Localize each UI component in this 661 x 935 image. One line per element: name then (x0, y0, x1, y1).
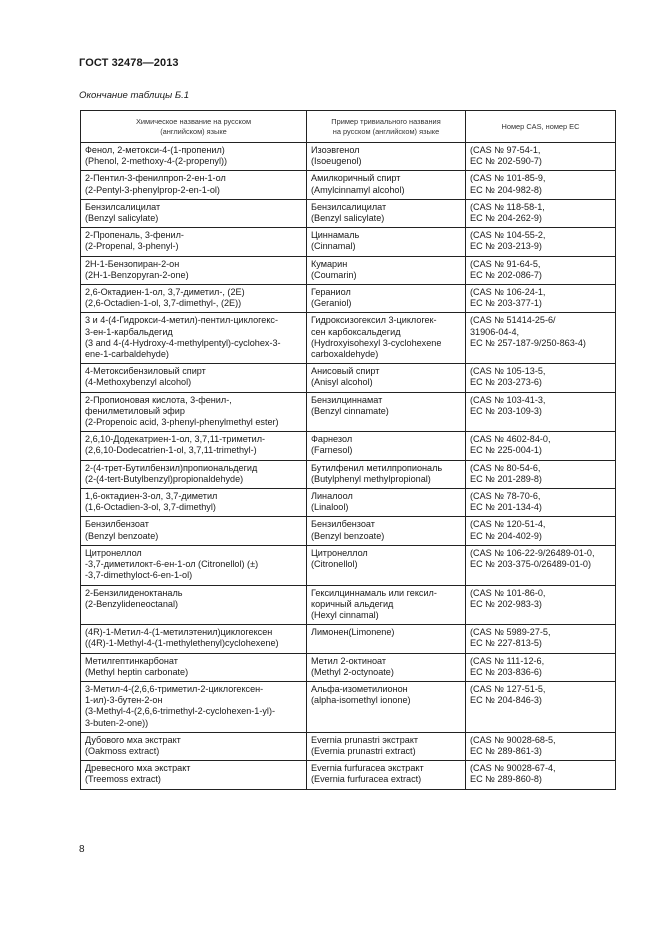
header-line: Пример тривиального названия (331, 117, 441, 127)
trivial-name-cell (307, 432, 466, 460)
header-line: Химическое название на русском (135, 117, 252, 127)
trivial-name-cell (307, 171, 466, 199)
header-line: Номер CAS, номер ЕС (501, 121, 580, 131)
trivial-name-cell-line: Лимонен(Limonene) (311, 627, 395, 638)
cas-number-cell-line: ЕС № 203-109-3) (470, 405, 542, 416)
chemical-name-cell (81, 517, 307, 545)
trivial-name-cell (307, 199, 466, 227)
chemical-name-cell (81, 228, 307, 256)
trivial-name-cell-line: (alpha-isomethyl ionone) (311, 695, 411, 706)
cas-number-cell (466, 199, 616, 227)
chemical-name-cell-line: (2-Propenal, 3-phenyl-) (85, 241, 179, 252)
chemical-name-cell-line: 2-Бензилиденоктаналь (85, 587, 183, 598)
chemical-name-cell (81, 392, 307, 432)
trivial-name-cell-line: (Benzyl salicylate) (311, 213, 385, 224)
chemical-name-cell-line: 2,6,10-Додекатриен-1-ол, 3,7,11-триметил- (85, 434, 266, 445)
substances-table (80, 110, 616, 790)
cas-number-cell-line: ЕС № 204-982-8) (470, 184, 542, 195)
table-row (81, 761, 616, 789)
cas-number-cell-line: (CAS № 51414-25-6/ (470, 315, 556, 326)
trivial-name-cell-line: (Benzyl benzoate) (311, 530, 385, 541)
trivial-name-cell-line: (Methyl 2-octynoate) (311, 666, 394, 677)
trivial-name-cell-line: (Coumarin) (311, 269, 357, 280)
chemical-name-cell-line: Фенол, 2-метокси-4-(1-пропенил) (85, 145, 225, 155)
cas-number-cell-line: (CAS № 4602-84-0, (470, 434, 551, 445)
chemical-name-cell-line: 2-Пропионовая кислота, 3-фенил-, (85, 394, 232, 405)
cas-number-cell-line: (CAS № 104-55-2, (470, 230, 546, 241)
header-trivial-name (307, 111, 466, 143)
cas-number-cell-line: (CAS № 118-58-1, (470, 201, 545, 212)
document-title: ГОСТ 32478—2013 (79, 57, 179, 69)
table-row (81, 545, 616, 585)
trivial-name-cell (307, 761, 466, 789)
chemical-name-cell-line: (3-Methyl-4-(2,6,6-trimethyl-2-cyclohexen-1-yl)- (85, 706, 276, 717)
chemical-name-cell-line: -3,7-диметилокт-6-ен-1-ол (Citronellol) (±) (85, 559, 259, 570)
table-row (81, 653, 616, 681)
chemical-name-cell-line: (2,6,10-Dodecatrien-1-ol, 3,7,11-trimethyl-) (85, 445, 257, 456)
chemical-name-cell (81, 681, 307, 732)
chemical-name-cell-line: 2-Пропеналь, 3-фенил- (85, 230, 184, 241)
table-row (81, 432, 616, 460)
table-row (81, 517, 616, 545)
trivial-name-cell-line: Анисовый спирт (311, 366, 380, 377)
cas-number-cell-line: ЕС № 289-861-3) (470, 745, 542, 756)
cas-number-cell-line: (CAS № 5989-27-5, (470, 627, 551, 638)
cas-number-cell-line: ЕС № 203-377-1) (470, 298, 542, 309)
trivial-name-cell (307, 732, 466, 760)
cas-number-cell-line: (CAS № 103-41-3, (470, 394, 546, 405)
chemical-name-cell-line: (2-Propenoic acid, 3-phenyl-phenylmethyl ester) (85, 417, 279, 428)
chemical-name-cell (81, 585, 307, 625)
table-row (81, 625, 616, 653)
cas-number-cell-line: (CAS № 91-64-5, (470, 258, 541, 269)
trivial-name-cell (307, 517, 466, 545)
trivial-name-cell-line: (Linalool) (311, 502, 349, 513)
table-row (81, 256, 616, 284)
chemical-name-cell-line: фенилметиловый эфир (85, 405, 185, 416)
cas-number-cell-line: ЕС № 225-004-1) (470, 445, 542, 456)
trivial-name-cell-line: Альфа-изометилионон (311, 683, 408, 694)
trivial-name-cell-line: Цитронеллол (311, 547, 368, 558)
table-row (81, 392, 616, 432)
cas-number-cell-line: (CAS № 90028-67-4, (470, 763, 556, 774)
chemical-name-cell-line: (Treemoss extract) (85, 774, 161, 785)
table-row (81, 732, 616, 760)
cas-number-cell-line: ЕС № 204-262-9) (470, 213, 542, 224)
cas-number-cell-line: ЕС № 227-813-5) (470, 638, 542, 649)
chemical-name-cell (81, 256, 307, 284)
trivial-name-cell-line: Кумарин (311, 258, 348, 269)
cas-number-cell-line: (CAS № 78-70-6, (470, 491, 541, 502)
cas-number-cell (466, 171, 616, 199)
cas-number-cell-line: (CAS № 101-86-0, (470, 587, 546, 598)
trivial-name-cell (307, 625, 466, 653)
cas-number-cell (466, 256, 616, 284)
chemical-name-cell-line: 2,6-Октадиен-1-ол, 3,7-диметил-, (2Е) (85, 287, 245, 298)
header-chemical-name (81, 111, 307, 143)
trivial-name-cell (307, 285, 466, 313)
trivial-name-cell-line: сен карбоксальдегид (311, 326, 401, 337)
chemical-name-cell-line: (Methyl heptin carbonate) (85, 666, 189, 677)
trivial-name-cell (307, 460, 466, 488)
chemical-name-cell-line: (2Н-1-Benzopyran-2-one) (85, 269, 189, 280)
table-row (81, 199, 616, 227)
table-caption: Окончание таблицы Б.1 (79, 90, 190, 101)
cas-number-cell-line: (CAS № 106-22-9/26489-01-0, (470, 547, 595, 558)
trivial-name-cell-line: Гидроксизогексил 3-циклогек- (311, 315, 437, 326)
chemical-name-cell-line: (2-Pentyl-3-phenylprop-2-en-1-ol) (85, 184, 220, 195)
cas-number-cell (466, 761, 616, 789)
trivial-name-cell (307, 313, 466, 364)
chemical-name-cell (81, 199, 307, 227)
chemical-name-cell-line: 2-(4-трет-Бутилбензил)пропиональдегид (85, 462, 258, 473)
cas-number-cell-line: (CAS № 106-24-1, (470, 287, 546, 298)
trivial-name-cell-line: Бензилсалицилат (311, 201, 387, 212)
chemical-name-cell-line: Цитронеллол (85, 547, 142, 558)
trivial-name-cell-line: (Butylphenyl methylpropional) (311, 473, 431, 484)
cas-number-cell (466, 489, 616, 517)
trivial-name-cell-line: Evernia prunastri экстракт (311, 734, 419, 745)
trivial-name-cell (307, 489, 466, 517)
cas-number-cell-line: ЕС № 204-402-9) (470, 530, 542, 541)
table-row (81, 489, 616, 517)
cas-number-cell-line: (CAS № 101-85-9, (470, 173, 546, 184)
chemical-name-cell (81, 489, 307, 517)
cas-number-cell (466, 545, 616, 585)
cas-number-cell (466, 143, 616, 171)
cas-number-cell-line: ЕС № 257-187-9/250-863-4) (470, 337, 586, 348)
cas-number-cell-line: (CAS № 97-54-1, (470, 145, 541, 155)
trivial-name-cell-line: Гексилциннамаль или гексил- (311, 587, 437, 598)
cas-number-cell-line: ЕС № 203-836-6) (470, 666, 542, 677)
chemical-name-cell-line: (2,6-Octadien-1-ol, 3,7-dimethyl-, (2Е)) (85, 298, 242, 309)
table-body (81, 143, 616, 790)
cas-number-cell-line: (CAS № 90028-68-5, (470, 734, 556, 745)
trivial-name-cell (307, 653, 466, 681)
cas-number-cell-line: ЕС № 203-375-0/26489-01-0) (470, 559, 591, 570)
trivial-name-cell-line: Метил 2-октиноат (311, 655, 387, 666)
chemical-name-cell-line: (1,6-Octadien-3-ol, 3,7-dimethyl) (85, 502, 216, 513)
chemical-name-cell-line: -3,7-dimethyloct-6-en-1-ol) (85, 570, 193, 581)
trivial-name-cell-line: Бензилбензоат (311, 519, 375, 530)
trivial-name-cell (307, 585, 466, 625)
chemical-name-cell (81, 460, 307, 488)
cas-number-cell-line: ЕС № 203-213-9) (470, 241, 542, 252)
cas-number-cell (466, 585, 616, 625)
chemical-name-cell-line: (2-(4-tert-Butylbenzyl)propionaldehyde) (85, 473, 244, 484)
trivial-name-cell-line: Линалоол (311, 491, 353, 502)
cas-number-cell (466, 392, 616, 432)
trivial-name-cell-line: (Citronellol) (311, 559, 358, 570)
trivial-name-cell-line: Гераниол (311, 287, 351, 298)
chemical-name-cell (81, 285, 307, 313)
chemical-name-cell (81, 653, 307, 681)
cas-number-cell-line: ЕС № 201-289-8) (470, 473, 542, 484)
header-line: (английском) языке (160, 126, 227, 136)
trivial-name-cell-line: (Evernia prunastri extract) (311, 745, 416, 756)
trivial-name-cell (307, 256, 466, 284)
chemical-name-cell-line: (Phenol, 2-methoxy-4-(2-propenyl)) (85, 156, 228, 167)
chemical-name-cell-line: 3-ен-1-карбальдегид (85, 326, 173, 337)
trivial-name-cell (307, 228, 466, 256)
chemical-name-cell-line: Метилгептинкарбонат (85, 655, 178, 666)
cas-number-cell (466, 432, 616, 460)
trivial-name-cell-line: Evernia furfuracea экстракт (311, 763, 424, 774)
page-number: 8 (79, 844, 85, 855)
chemical-name-cell (81, 171, 307, 199)
trivial-name-cell (307, 392, 466, 432)
trivial-name-cell (307, 364, 466, 392)
chemical-name-cell-line: 2-Пентил-3-фенилпроп-2-ен-1-ол (85, 173, 226, 184)
chemical-name-cell (81, 545, 307, 585)
cas-number-cell-line: ЕС № 289-860-8) (470, 774, 542, 785)
cas-number-cell-line: ЕС № 203-273-6) (470, 377, 542, 388)
chemical-name-cell-line: ((4R)-1-Methyl-4-(1-methylethenyl)cyclohexene) (85, 638, 279, 649)
table-row (81, 460, 616, 488)
cas-number-cell-line: 31906-04-4, (470, 326, 520, 337)
trivial-name-cell-line: (Hexyl cinnamal) (311, 609, 379, 620)
chemical-name-cell (81, 432, 307, 460)
chemical-name-cell-line: (Oakmoss extract) (85, 745, 160, 756)
chemical-name-cell-line: Древесного мха экстракт (85, 763, 191, 774)
cas-number-cell (466, 460, 616, 488)
trivial-name-cell-line: (Isoeugenol) (311, 156, 362, 167)
chemical-name-cell (81, 313, 307, 364)
cas-number-cell (466, 364, 616, 392)
cas-number-cell-line: (CAS № 105-13-5, (470, 366, 546, 377)
table-header-row (81, 111, 616, 143)
trivial-name-cell-line: коричный альдегид (311, 598, 394, 609)
cas-number-cell (466, 625, 616, 653)
cas-number-cell-line: ЕС № 202-590-7) (470, 156, 542, 167)
cas-number-cell (466, 285, 616, 313)
table-row (81, 285, 616, 313)
trivial-name-cell-line: (Hydroxyisohexyl 3-cyclohexene (311, 337, 442, 348)
cas-number-cell-line: (CAS № 80-54-6, (470, 462, 541, 473)
chemical-name-cell-line: 3-buten-2-one)) (85, 717, 149, 728)
cas-number-cell (466, 653, 616, 681)
table-row (81, 171, 616, 199)
header-cas-number (466, 111, 616, 143)
table-row (81, 681, 616, 732)
chemical-name-cell-line: (2-Benzylideneoctanal) (85, 598, 179, 609)
chemical-name-cell-line: Бензилсалицилат (85, 201, 161, 212)
trivial-name-cell (307, 681, 466, 732)
chemical-name-cell-line: Дубового мха экстракт (85, 734, 181, 745)
trivial-name-cell-line: (Cinnamal) (311, 241, 356, 252)
cas-number-cell (466, 681, 616, 732)
trivial-name-cell-line: Фарнезол (311, 434, 353, 445)
trivial-name-cell-line: carboxaldehyde) (311, 349, 379, 360)
chemical-name-cell-line: (Benzyl benzoate) (85, 530, 159, 541)
chemical-name-cell-line: (Benzyl salicylate) (85, 213, 159, 224)
table-row (81, 228, 616, 256)
cas-number-cell (466, 517, 616, 545)
trivial-name-cell-line: Амилкоричный спирт (311, 173, 401, 184)
cas-number-cell-line: ЕС № 201-134-4) (470, 502, 542, 513)
trivial-name-cell-line: Бутилфенил метилпропиональ (311, 462, 443, 473)
chemical-name-cell (81, 625, 307, 653)
table-row (81, 143, 616, 171)
cas-number-cell (466, 313, 616, 364)
chemical-name-cell-line: 1-ил)-3-бутен-2-он (85, 695, 163, 706)
trivial-name-cell-line: (Amylcinnamyl alcohol) (311, 184, 405, 195)
trivial-name-cell-line: Циннамаль (311, 230, 360, 241)
trivial-name-cell-line: (Farnesol) (311, 445, 353, 456)
chemical-name-cell-line: 3-Метил-4-(2,6,6-триметил-2-циклогексен- (85, 683, 264, 694)
chemical-name-cell-line: (4R)-1-Метил-4-(1-метилэтенил)циклогексен (85, 627, 273, 638)
trivial-name-cell-line: (Benzyl cinnamate) (311, 405, 389, 416)
trivial-name-cell-line: Изоэвгенол (311, 145, 360, 155)
table-row (81, 364, 616, 392)
cas-number-cell-line: (CAS № 120-51-4, (470, 519, 546, 530)
cas-number-cell (466, 228, 616, 256)
trivial-name-cell-line: Бензилциннамат (311, 394, 383, 405)
cas-number-cell-line: (CAS № 127-51-5, (470, 683, 546, 694)
cas-number-cell-line: (CAS № 111-12-6, (470, 655, 545, 666)
table-row (81, 585, 616, 625)
cas-number-cell-line: ЕС № 202-983-3) (470, 598, 542, 609)
chemical-name-cell-line: 4-Метоксибензиловый спирт (85, 366, 206, 377)
chemical-name-cell-line: (3 and 4-(4-Hydroxy-4-methylpentyl)-cyclohex-3- (85, 337, 281, 348)
table-row (81, 313, 616, 364)
chemical-name-cell (81, 761, 307, 789)
chemical-name-cell-line: Бензилбензоат (85, 519, 149, 530)
trivial-name-cell (307, 545, 466, 585)
trivial-name-cell (307, 143, 466, 171)
cas-number-cell (466, 732, 616, 760)
chemical-name-cell-line: 1,6-октадиен-3-ол, 3,7-диметил (85, 491, 218, 502)
header-line: на русском (английском) языке (332, 126, 440, 136)
trivial-name-cell-line: (Geraniol) (311, 298, 352, 309)
chemical-name-cell (81, 732, 307, 760)
cas-number-cell-line: ЕС № 204-846-3) (470, 695, 542, 706)
chemical-name-cell-line: 3 и 4-(4-Гидрокси-4-метил)-пентил-циклогекс- (85, 315, 278, 326)
chemical-name-cell (81, 143, 307, 171)
cas-number-cell-line: ЕС № 202-086-7) (470, 269, 542, 280)
trivial-name-cell-line: (Anisyl alcohol) (311, 377, 373, 388)
chemical-name-cell-line: (4-Methoxybenzyl alcohol) (85, 377, 192, 388)
chemical-name-cell (81, 364, 307, 392)
trivial-name-cell-line: (Evernia furfuracea extract) (311, 774, 422, 785)
chemical-name-cell-line: ene-1-carbaldehyde) (85, 349, 169, 360)
chemical-name-cell-line: 2Н-1-Бензопиран-2-он (85, 258, 180, 269)
